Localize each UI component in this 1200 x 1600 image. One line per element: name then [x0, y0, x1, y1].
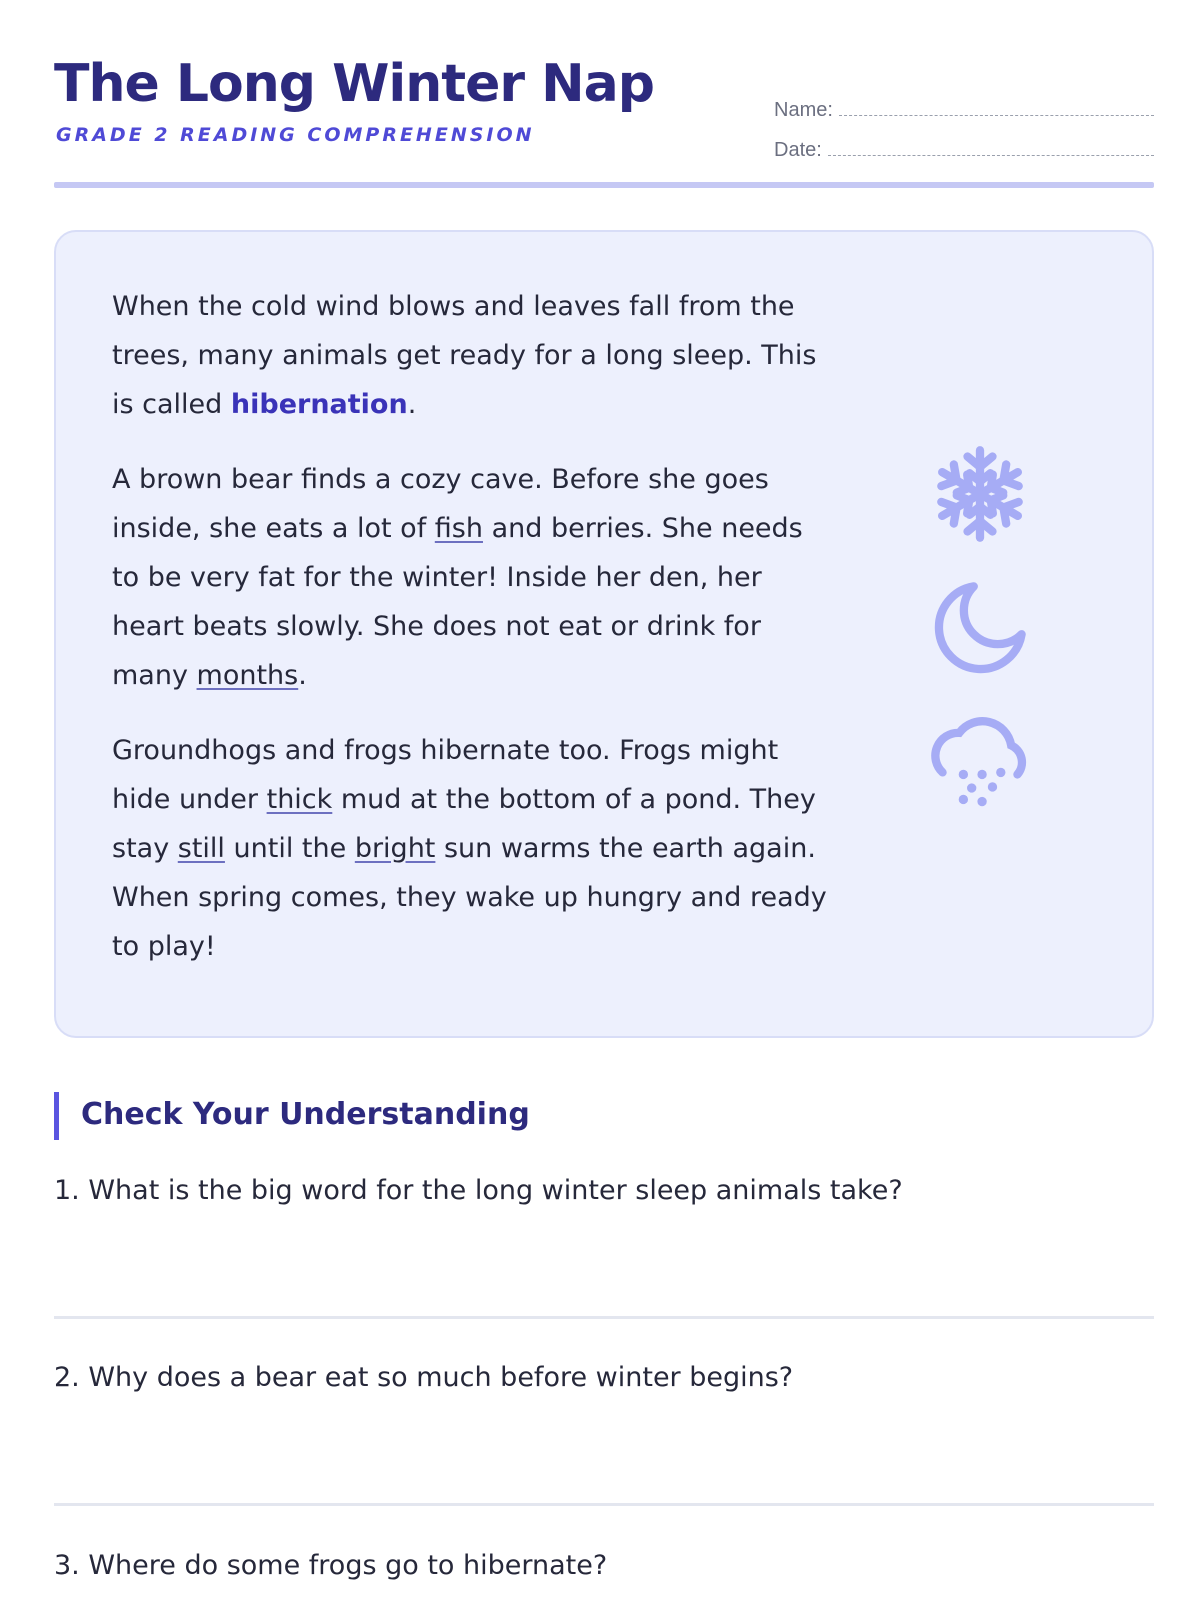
answer-line-1[interactable] [54, 1316, 1154, 1319]
vocab-word-bright: bright [354, 833, 436, 864]
story-paragraph-3 [112, 726, 832, 971]
text-run: Groundhogs and frogs hibernate too. Frogs might hide under [112, 735, 779, 815]
name-row [774, 82, 1154, 122]
story-paragraph-2 [112, 455, 832, 700]
vocab-word-still: still [177, 833, 225, 864]
name-label: Name: [774, 99, 833, 121]
date-field[interactable] [828, 154, 1154, 156]
question-2: 2. Why does a bear eat so much before winter begins? [54, 1362, 794, 1393]
section-heading: Check Your Understanding [54, 1092, 530, 1140]
story-text [112, 282, 832, 997]
text-run: When the cold wind blows and leaves fall from the trees, many animals get ready for a long sleep. This is called [112, 291, 817, 420]
story-icons [928, 442, 1048, 844]
text-run: A brown bear finds a cozy cave. Before she goes inside, she eats a lot of [112, 464, 769, 544]
date-label: Date: [774, 139, 822, 161]
question-1: 1. What is the big word for the long winter sleep animals take? [54, 1175, 903, 1206]
vocab-word-months: months [196, 660, 299, 691]
text-run: . [407, 389, 417, 420]
keyword-hibernation: hibernation [230, 389, 408, 420]
worksheet-header [54, 52, 1154, 162]
text-run: sun warms the earth again. When spring comes, they wake up hungry and ready to play! [112, 833, 827, 962]
page-subtitle: GRADE 2 READING COMPREHENSION [56, 124, 535, 146]
name-field[interactable] [839, 114, 1154, 116]
text-run: and berries. She needs to be very fat for the winter! Inside her den, her heart beats slowly. She does not eat or drink for many [112, 513, 803, 691]
vocab-word-thick: thick [266, 784, 333, 815]
snow-cloud-icon [928, 710, 1032, 814]
story-paragraph-1 [112, 282, 832, 429]
text-run: mud at the bottom of a pond. They stay [112, 784, 816, 864]
text-run: . [298, 660, 307, 691]
question-3: 3. Where do some frogs go to hibernate? [54, 1550, 608, 1581]
text-run: until the [224, 833, 355, 864]
answer-line-2[interactable] [54, 1503, 1154, 1506]
page-title: The Long Winter Nap [54, 54, 654, 114]
vocab-word-fish: fish [434, 513, 483, 544]
header-divider [54, 182, 1154, 188]
date-row [774, 122, 1154, 162]
story-panel [54, 230, 1154, 1038]
snowflake-icon [928, 442, 1032, 546]
moon-icon [928, 576, 1032, 680]
student-info [774, 82, 1154, 162]
